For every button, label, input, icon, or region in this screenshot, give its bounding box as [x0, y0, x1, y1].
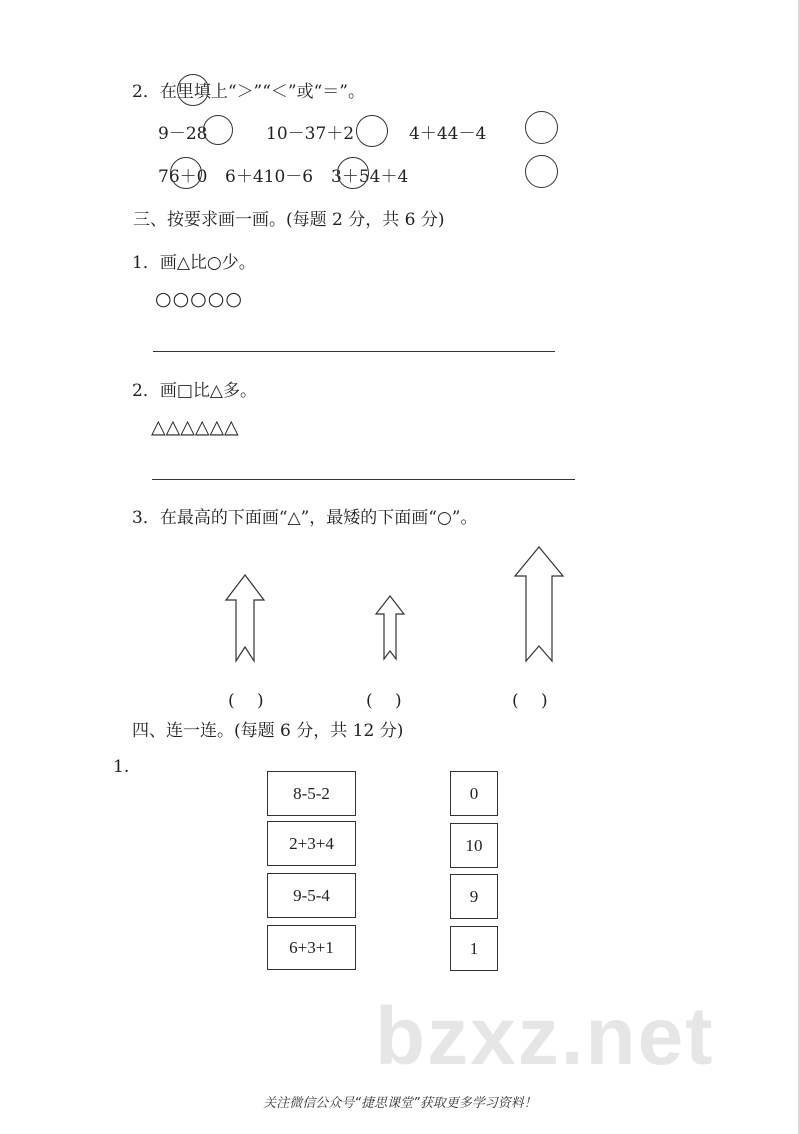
number-box[interactable]: 10 [450, 823, 498, 868]
expr-r1-3: 4＋44－4 [409, 124, 487, 144]
number-box[interactable]: 9 [450, 874, 498, 919]
expression-box[interactable]: 6+3+1 [267, 925, 356, 970]
compare-circle[interactable] [525, 155, 558, 188]
number-box[interactable]: 0 [450, 771, 498, 816]
compare-circle[interactable] [337, 157, 369, 189]
answer-blank[interactable]: ( ) [366, 691, 402, 711]
expression-box[interactable]: 2+3+4 [267, 821, 356, 866]
arrow-up-icon [222, 573, 268, 665]
answer-line[interactable] [153, 351, 555, 352]
s3-q3-title: 3．在最高的下面画“△”，最矮的下面画“○”。 [132, 508, 478, 528]
s3-q1-title: 1．画△比○少。 [132, 253, 256, 273]
circle-mark [177, 74, 209, 106]
compare-circle[interactable] [203, 115, 233, 145]
s4-q1-label: 1. [113, 757, 130, 777]
compare-circle[interactable] [525, 111, 558, 144]
expr-r2-2: 6＋410－6 [225, 167, 314, 187]
s3-q2-title: 2．画□比△多。 [132, 381, 257, 401]
answer-blank[interactable]: ( ) [512, 691, 548, 711]
question-2-title: 2．在里填上“＞”“＜”或“＝”。 [132, 82, 365, 102]
compare-circle[interactable] [356, 115, 388, 147]
expr-r1-2: 10－37＋2 [266, 124, 355, 144]
expression-box[interactable]: 9-5-4 [267, 873, 356, 918]
expression-box[interactable]: 8-5-2 [267, 771, 356, 816]
triangles-row: △△△△△△ [151, 416, 239, 438]
number-box[interactable]: 1 [450, 926, 498, 971]
arrow-up-icon [374, 594, 406, 662]
answer-blank[interactable]: ( ) [228, 691, 264, 711]
section-3-title: 三、按要求画一画。(每题 2 分，共 6 分) [133, 210, 445, 230]
arrow-up-icon [513, 545, 565, 665]
section-4-title: 四、连一连。(每题 6 分，共 12 分) [132, 721, 404, 741]
footer-note: 关注微信公众号“捷思课堂”获取更多学习资料！ [263, 1096, 537, 1111]
answer-line[interactable] [152, 479, 575, 480]
expr-r1-1: 9－28 [158, 124, 208, 144]
compare-circle[interactable] [170, 157, 202, 189]
expr-r2-3: 3＋54＋4 [331, 167, 409, 187]
expr-r2-1: 76＋0 [158, 167, 208, 187]
circles-row: ○○○○○ [155, 288, 243, 310]
watermark: bzxz.net [375, 991, 715, 1082]
